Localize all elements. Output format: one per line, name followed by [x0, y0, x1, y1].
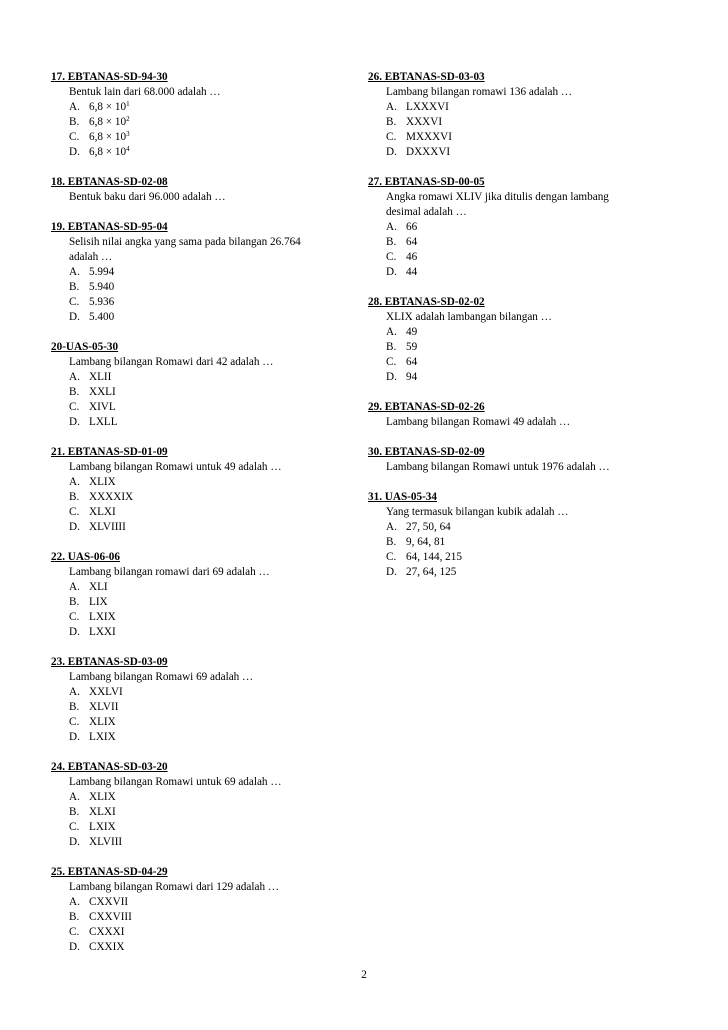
question-header: 22. UAS-06-06	[51, 551, 120, 563]
option-letter: A.	[69, 581, 80, 593]
answer-option	[69, 625, 351, 640]
option-letter: C.	[386, 356, 397, 368]
question-header: 20-UAS-05-30	[51, 341, 119, 353]
question-body	[368, 85, 668, 160]
question-header: 19. EBTANAS-SD-95-04	[51, 221, 168, 233]
page-number: 2	[361, 969, 367, 981]
question-header: 24. EBTANAS-SD-03-20	[51, 761, 168, 773]
option-text: XLVIII	[89, 836, 123, 848]
option-text: 46	[406, 251, 418, 263]
answer-option	[386, 520, 668, 535]
option-letter: C.	[69, 131, 80, 143]
question-text: Lambang bilangan Romawi dari 129 adalah …	[69, 881, 280, 893]
option-letter: C.	[69, 296, 80, 308]
option-letter: D.	[386, 566, 397, 578]
question-text: Yang termasuk bilangan kubik adalah …	[386, 506, 569, 518]
answer-option	[386, 145, 668, 160]
answer-option	[69, 265, 351, 280]
option-letter: A.	[69, 266, 80, 278]
answer-option	[386, 235, 668, 250]
option-text: XIVL	[89, 401, 116, 413]
option-letter: A.	[386, 101, 397, 113]
question-body	[51, 460, 351, 535]
option-text: LIX	[89, 596, 108, 608]
option-text: 64, 144, 215	[406, 551, 462, 563]
option-letter: C.	[69, 611, 80, 623]
question-item	[51, 865, 351, 955]
option-letter: B.	[69, 116, 80, 128]
question-body	[51, 190, 351, 205]
option-text: 64	[406, 356, 418, 368]
option-text: 6,8 × 10	[89, 116, 127, 128]
question-header: 31. UAS-05-34	[368, 491, 437, 503]
option-text: LXIX	[89, 821, 116, 833]
option-letter: A.	[386, 521, 397, 533]
question-item	[51, 445, 351, 535]
question-body	[368, 505, 668, 580]
question-text: adalah …	[69, 251, 113, 263]
answer-option	[69, 490, 351, 505]
question-item	[51, 175, 351, 205]
option-exponent: 3	[126, 130, 130, 138]
option-letter: D.	[69, 416, 80, 428]
option-text: LXXXVI	[406, 101, 449, 113]
option-letter: B.	[69, 701, 80, 713]
question-body	[368, 310, 668, 385]
option-letter: C.	[69, 506, 80, 518]
option-letter: A.	[69, 896, 80, 908]
answer-option	[69, 835, 351, 850]
question-item	[368, 490, 668, 580]
question-header: 18. EBTANAS-SD-02-08	[51, 176, 168, 188]
option-text: CXXVII	[89, 896, 129, 908]
question-text: Lambang bilangan Romawi 49 adalah …	[386, 416, 571, 428]
option-text: XXLVI	[89, 686, 123, 698]
question-text: Lambang bilangan Romawi 69 adalah …	[69, 671, 254, 683]
answer-option	[69, 505, 351, 520]
option-text: 5.994	[89, 266, 115, 278]
question-header: 29. EBTANAS-SD-02-26	[368, 401, 485, 413]
option-text: 49	[406, 326, 418, 338]
question-text: Angka romawi XLIV jika ditulis dengan lambang	[386, 191, 609, 203]
question-item	[368, 400, 668, 430]
option-letter: D.	[386, 371, 397, 383]
option-letter: B.	[386, 236, 397, 248]
answer-option	[69, 145, 351, 160]
option-letter: B.	[69, 911, 80, 923]
answer-option	[69, 940, 351, 955]
option-letter: C.	[69, 401, 80, 413]
option-text: XLIX	[89, 791, 116, 803]
question-body	[368, 190, 668, 280]
question-body	[51, 235, 351, 325]
answer-option	[69, 820, 351, 835]
option-letter: B.	[69, 596, 80, 608]
question-item	[51, 550, 351, 640]
answer-option	[69, 130, 351, 145]
question-text: Bentuk lain dari 68.000 adalah …	[69, 86, 221, 98]
option-letter: D.	[69, 626, 80, 638]
option-text: 64	[406, 236, 418, 248]
option-text: CXXVIII	[89, 911, 132, 923]
answer-option	[386, 130, 668, 145]
question-item	[368, 445, 668, 475]
answer-option	[69, 895, 351, 910]
right-column	[368, 70, 668, 595]
question-header: 17. EBTANAS-SD-94-30	[51, 71, 168, 83]
question-body	[51, 880, 351, 955]
question-header: 26. EBTANAS-SD-03-03	[368, 71, 485, 83]
option-exponent: 4	[126, 145, 130, 153]
option-text: CXXXI	[89, 926, 125, 938]
option-text: 6,8 × 10	[89, 101, 127, 113]
question-text: Lambang bilangan romawi 136 adalah …	[386, 86, 573, 98]
option-text: LXIX	[89, 611, 116, 623]
answer-option	[386, 100, 668, 115]
answer-option	[69, 280, 351, 295]
option-text: XLI	[89, 581, 108, 593]
option-text: XLIX	[89, 716, 116, 728]
question-header: 25. EBTANAS-SD-04-29	[51, 866, 168, 878]
answer-option	[386, 565, 668, 580]
answer-option	[386, 340, 668, 355]
option-letter: B.	[69, 386, 80, 398]
option-text: XXXXIX	[89, 491, 134, 503]
option-text: XLXI	[89, 806, 116, 818]
option-exponent: 1	[126, 100, 130, 108]
option-text: 9, 64, 81	[406, 536, 446, 548]
answer-option	[69, 385, 351, 400]
option-text: XLXI	[89, 506, 116, 518]
option-letter: C.	[386, 251, 397, 263]
option-text: 27, 64, 125	[406, 566, 457, 578]
answer-option	[69, 115, 351, 130]
question-text: Selisih nilai angka yang sama pada bilangan 26.764	[69, 236, 301, 248]
answer-option	[386, 355, 668, 370]
option-exponent: 2	[126, 115, 130, 123]
answer-option	[69, 295, 351, 310]
answer-option	[69, 715, 351, 730]
option-text: 5.400	[89, 311, 115, 323]
option-text: MXXXVI	[406, 131, 452, 143]
question-item	[368, 70, 668, 160]
question-text: XLIX adalah lambangan bilangan …	[386, 311, 552, 323]
option-text: 5.940	[89, 281, 115, 293]
option-text: 59	[406, 341, 418, 353]
option-letter: B.	[386, 116, 397, 128]
option-letter: A.	[386, 326, 397, 338]
question-item	[51, 760, 351, 850]
question-body	[51, 355, 351, 430]
option-letter: B.	[69, 491, 80, 503]
option-letter: A.	[69, 101, 80, 113]
answer-option	[386, 325, 668, 340]
option-text: LXLL	[89, 416, 118, 428]
option-text: 6,8 × 10	[89, 131, 127, 143]
option-letter: D.	[69, 941, 80, 953]
option-letter: A.	[69, 791, 80, 803]
option-text: 6,8 × 10	[89, 146, 127, 158]
option-text: XLVIIII	[89, 521, 126, 533]
option-letter: C.	[69, 926, 80, 938]
option-text: CXXIX	[89, 941, 125, 953]
answer-option	[386, 220, 668, 235]
option-letter: B.	[69, 806, 80, 818]
option-text: DXXXVI	[406, 146, 451, 158]
option-text: LXIX	[89, 731, 116, 743]
question-item	[368, 295, 668, 385]
option-letter: B.	[69, 281, 80, 293]
option-letter: D.	[69, 731, 80, 743]
answer-option	[386, 370, 668, 385]
answer-option	[69, 475, 351, 490]
answer-option	[69, 310, 351, 325]
question-text: Lambang bilangan Romawi untuk 1976 adalah …	[386, 461, 610, 473]
question-text: Lambang bilangan Romawi untuk 69 adalah …	[69, 776, 282, 788]
option-text: XXXVI	[406, 116, 443, 128]
option-letter: D.	[386, 146, 397, 158]
answer-option	[69, 805, 351, 820]
question-text: Lambang bilangan romawi dari 69 adalah …	[69, 566, 270, 578]
question-text: Lambang bilangan Romawi untuk 49 adalah …	[69, 461, 282, 473]
option-text: XLIX	[89, 476, 116, 488]
answer-option	[69, 595, 351, 610]
option-text: LXXI	[89, 626, 116, 638]
option-letter: D.	[386, 266, 397, 278]
answer-option	[69, 415, 351, 430]
option-text: XXLI	[89, 386, 116, 398]
question-body	[51, 85, 351, 160]
answer-option	[69, 685, 351, 700]
answer-option	[69, 730, 351, 745]
question-item	[51, 340, 351, 430]
option-letter: B.	[386, 536, 397, 548]
answer-option	[386, 550, 668, 565]
answer-option	[69, 580, 351, 595]
option-letter: D.	[69, 836, 80, 848]
answer-option	[69, 100, 351, 115]
answer-option	[69, 790, 351, 805]
question-header: 30. EBTANAS-SD-02-09	[368, 446, 485, 458]
answer-option	[69, 610, 351, 625]
answer-option	[69, 910, 351, 925]
option-letter: D.	[69, 521, 80, 533]
question-header: 21. EBTANAS-SD-01-09	[51, 446, 168, 458]
question-text: desimal adalah …	[386, 206, 467, 218]
answer-option	[386, 535, 668, 550]
option-letter: D.	[69, 146, 80, 158]
option-letter: C.	[386, 131, 397, 143]
question-header: 23. EBTANAS-SD-03-09	[51, 656, 168, 668]
option-text: XLII	[89, 371, 112, 383]
question-body	[368, 415, 668, 430]
option-letter: A.	[69, 371, 80, 383]
answer-option	[386, 265, 668, 280]
option-text: 5.936	[89, 296, 115, 308]
question-item	[51, 70, 351, 160]
option-text: 44	[406, 266, 418, 278]
question-text: Lambang bilangan Romawi dari 42 adalah …	[69, 356, 274, 368]
question-item	[51, 655, 351, 745]
option-letter: C.	[386, 551, 397, 563]
option-letter: B.	[386, 341, 397, 353]
answer-option	[69, 370, 351, 385]
option-letter: C.	[69, 716, 80, 728]
option-letter: A.	[69, 476, 80, 488]
option-text: 27, 50, 64	[406, 521, 451, 533]
question-body	[51, 565, 351, 640]
answer-option	[386, 250, 668, 265]
question-item	[51, 220, 351, 325]
answer-option	[69, 700, 351, 715]
option-letter: A.	[386, 221, 397, 233]
question-body	[368, 460, 668, 475]
question-text: Bentuk baku dari 96.000 adalah …	[69, 191, 226, 203]
answer-option	[69, 520, 351, 535]
question-header: 28. EBTANAS-SD-02-02	[368, 296, 485, 308]
answer-option	[386, 115, 668, 130]
option-text: XLVII	[89, 701, 119, 713]
question-body	[51, 670, 351, 745]
option-text: 66	[406, 221, 418, 233]
option-text: 94	[406, 371, 418, 383]
answer-option	[69, 925, 351, 940]
question-header: 27. EBTANAS-SD-00-05	[368, 176, 485, 188]
option-letter: A.	[69, 686, 80, 698]
option-letter: C.	[69, 821, 80, 833]
answer-option	[69, 400, 351, 415]
left-column	[51, 70, 351, 970]
question-body	[51, 775, 351, 850]
question-item	[368, 175, 668, 280]
option-letter: D.	[69, 311, 80, 323]
